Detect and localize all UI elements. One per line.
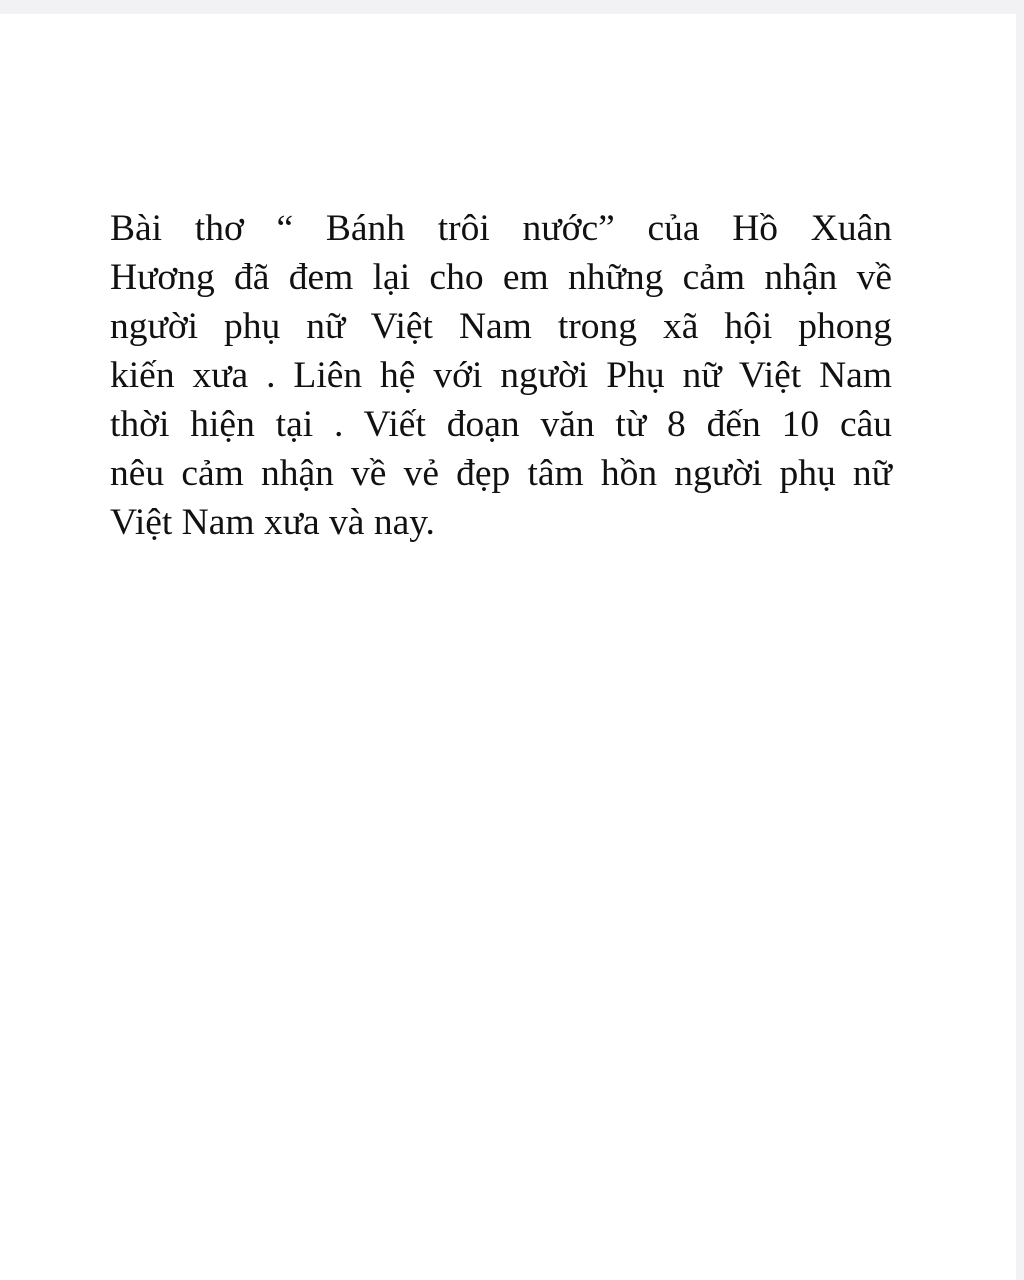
paragraph-line: thời hiện tại . Viết đoạn văn từ 8 đến 10 câu — [110, 404, 892, 445]
paragraph-line: Việt Nam xưa và nay. — [110, 502, 435, 543]
document-page — [0, 14, 1016, 1280]
paragraph-line: người phụ nữ Việt Nam trong xã hội phong — [110, 306, 892, 347]
paragraph-line: Hương đã đem lại cho em những cảm nhận về — [110, 257, 892, 298]
paragraph — [110, 204, 892, 547]
paragraph-line: kiến xưa . Liên hệ với người Phụ nữ Việt Nam — [110, 355, 892, 396]
paragraph-line: Bài thơ “ Bánh trôi nước” của Hồ Xuân — [110, 208, 892, 249]
paragraph-line: nêu cảm nhận về vẻ đẹp tâm hồn người phụ nữ — [110, 453, 892, 494]
